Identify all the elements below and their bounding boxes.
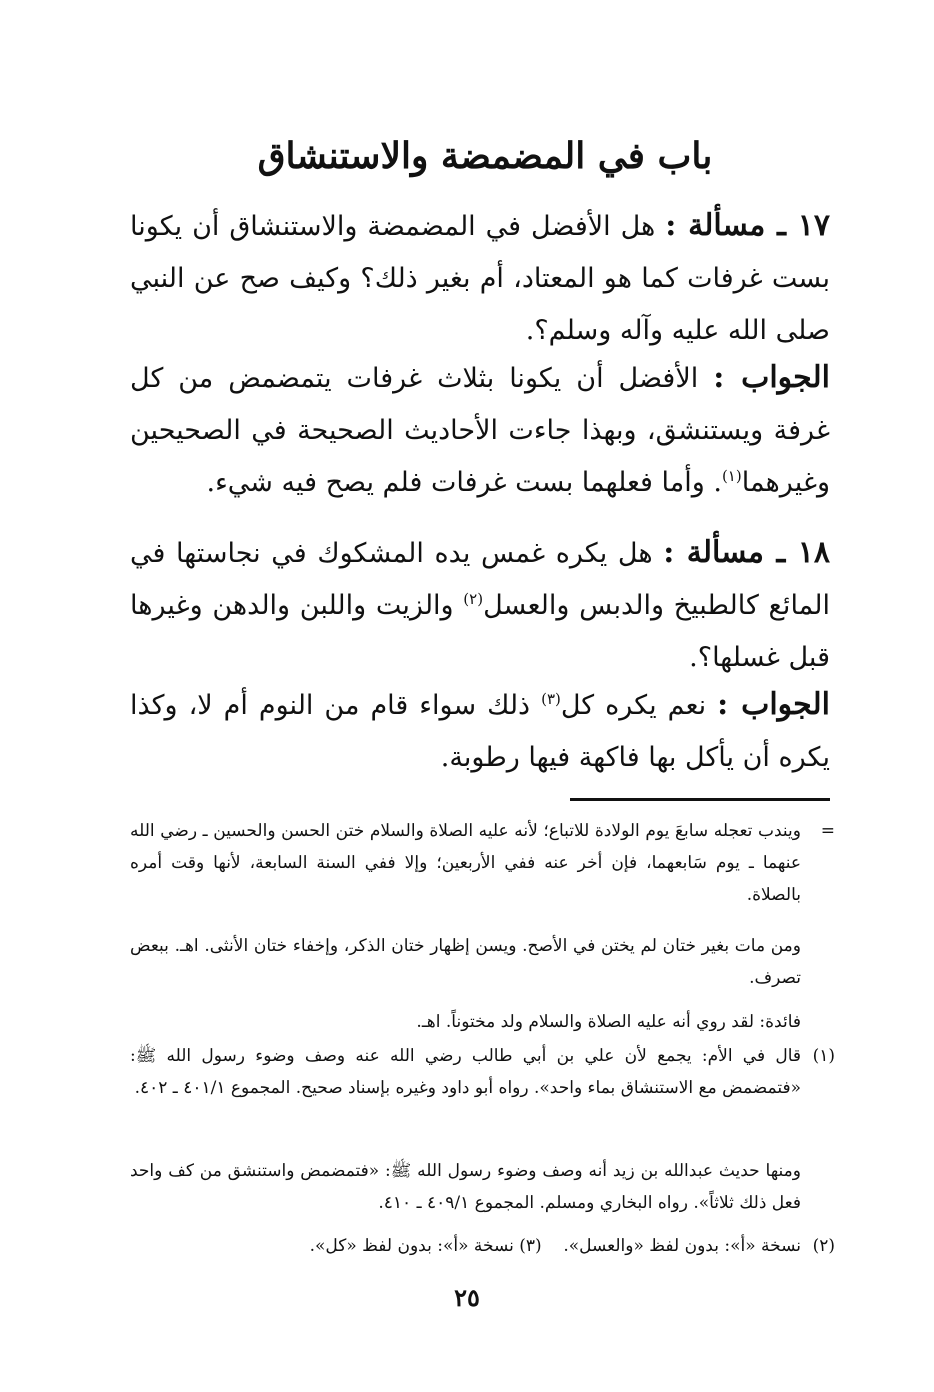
footnote-continuation-1 (130, 815, 835, 911)
question-17-label: ١٧ ـ مسألة : (665, 208, 830, 243)
answer-18-text-a: نعم يكره كل (560, 690, 718, 721)
footnote-separator (570, 798, 830, 801)
answer-17-text-a: الأفضل أن يكونا بثلاث غرفات يتمضمض من كل غرفة ويستنشق، وبهذا جاءت الأحاديث الصحيحة في الصحيحين وغيرهما (130, 363, 830, 498)
footnote-continuation-2 (130, 930, 835, 994)
answer-17-text-b: . وأما فعلهما بست غرفات فلم يصح فيه شيء. (206, 467, 722, 498)
footnote-continuation-2-text: ومن مات بغير ختان لم يختن في الأصح. ويسن إظهار ختان الذكر، وإخفاء ختان الأنثى. اهـ. ببعض تصرف. (130, 936, 801, 988)
question-18-text-b: والزيت واللبن والدهن وغيرها قبل غسلها؟. (130, 590, 830, 673)
chapter-title: باب في المضمضة والاستنشاق (257, 135, 713, 177)
question-17 (130, 200, 830, 357)
continuation-mark: = (820, 821, 835, 841)
question-18-text-a: هل يكره غمس يده المشكوك في نجاستها في المائع كالطبيخ والدبس والعسل (130, 538, 831, 621)
footnote-1-text-a: قال في الأم: يجمع لأن علي بن أبي طالب رضي الله عنه وصف وضوء رسول الله ﷺ: «فتمضمض مع الاستنشاق بماء واحد». رواه أبو داود وغيره بإسناد صحيح. المجموع ٤٠١/١ ـ ٤٠٢. (130, 1046, 801, 1098)
page-number: ٢٥ (454, 1283, 480, 1312)
question-18-label: ١٨ ـ مسألة : (663, 535, 830, 570)
footnote-2-text: نسخة «أ»: بدون لفظ «والعسل». (563, 1236, 801, 1256)
footnote-1-marker: (١) (812, 1046, 835, 1066)
question-17-text: هل الأفضل في المضمضة والاستنشاق أن يكونا بست غرفات كما هو المعتاد، أم بغير ذلك؟ وكيف صح عن النبي صلى الله عليه وآله وسلم؟. (130, 211, 830, 346)
answer-17 (130, 352, 830, 509)
footnote-2-marker: (٢) (812, 1236, 835, 1256)
footnote-ref-1: (١) (721, 467, 742, 485)
answer-18 (130, 679, 830, 784)
footnote-3-text: نسخة «أ»: بدون لفظ «كل». (309, 1236, 514, 1256)
footnote-3-marker: (٣) (519, 1236, 542, 1256)
answer-18-text-b: ذلك سواء قام من النوم أم لا، وكذا يكره أن يأكل بها فاكهة فيها رطوبة. (130, 690, 830, 773)
footnote-ref-2: (٢) (463, 590, 484, 608)
answer-18-label: الجواب : (717, 687, 830, 722)
footnote-1-text-b: ومنها حديث عبدالله بن زيد أنه وصف وضوء رسول الله ﷺ: «فتمضمض واستنشق من كف واحد فعل ذلك ثلاثاً». رواه البخاري ومسلم. المجموع ٤٠٩/١ ـ ٤١٠. (130, 1161, 801, 1213)
footnote-ref-3: (٣) (541, 690, 561, 708)
footnote-1 (130, 1040, 835, 1104)
footnote-2-3-content (130, 1230, 835, 1262)
footnote-benefit-note: فائدة: لقد روي أنه عليه الصلاة والسلام ولد مختوناً. اهـ. (416, 1012, 801, 1032)
footnote-2-3-line (130, 1230, 835, 1262)
footnote-continuation-1-text: ويندب تعجله سابعَ يوم الولادة للاتباع؛ لأنه عليه الصلاة والسلام ختن الحسن والحسين ـ رضي الله عنهما ـ يوم سَابعهما، فإن أخر عنه ففي الأربعين؛ وإلا ففي السنة السابعة، لأنها وقت أمره بالصلاة. (130, 821, 801, 905)
answer-17-label: الجواب : (713, 360, 830, 395)
question-18 (130, 527, 830, 684)
